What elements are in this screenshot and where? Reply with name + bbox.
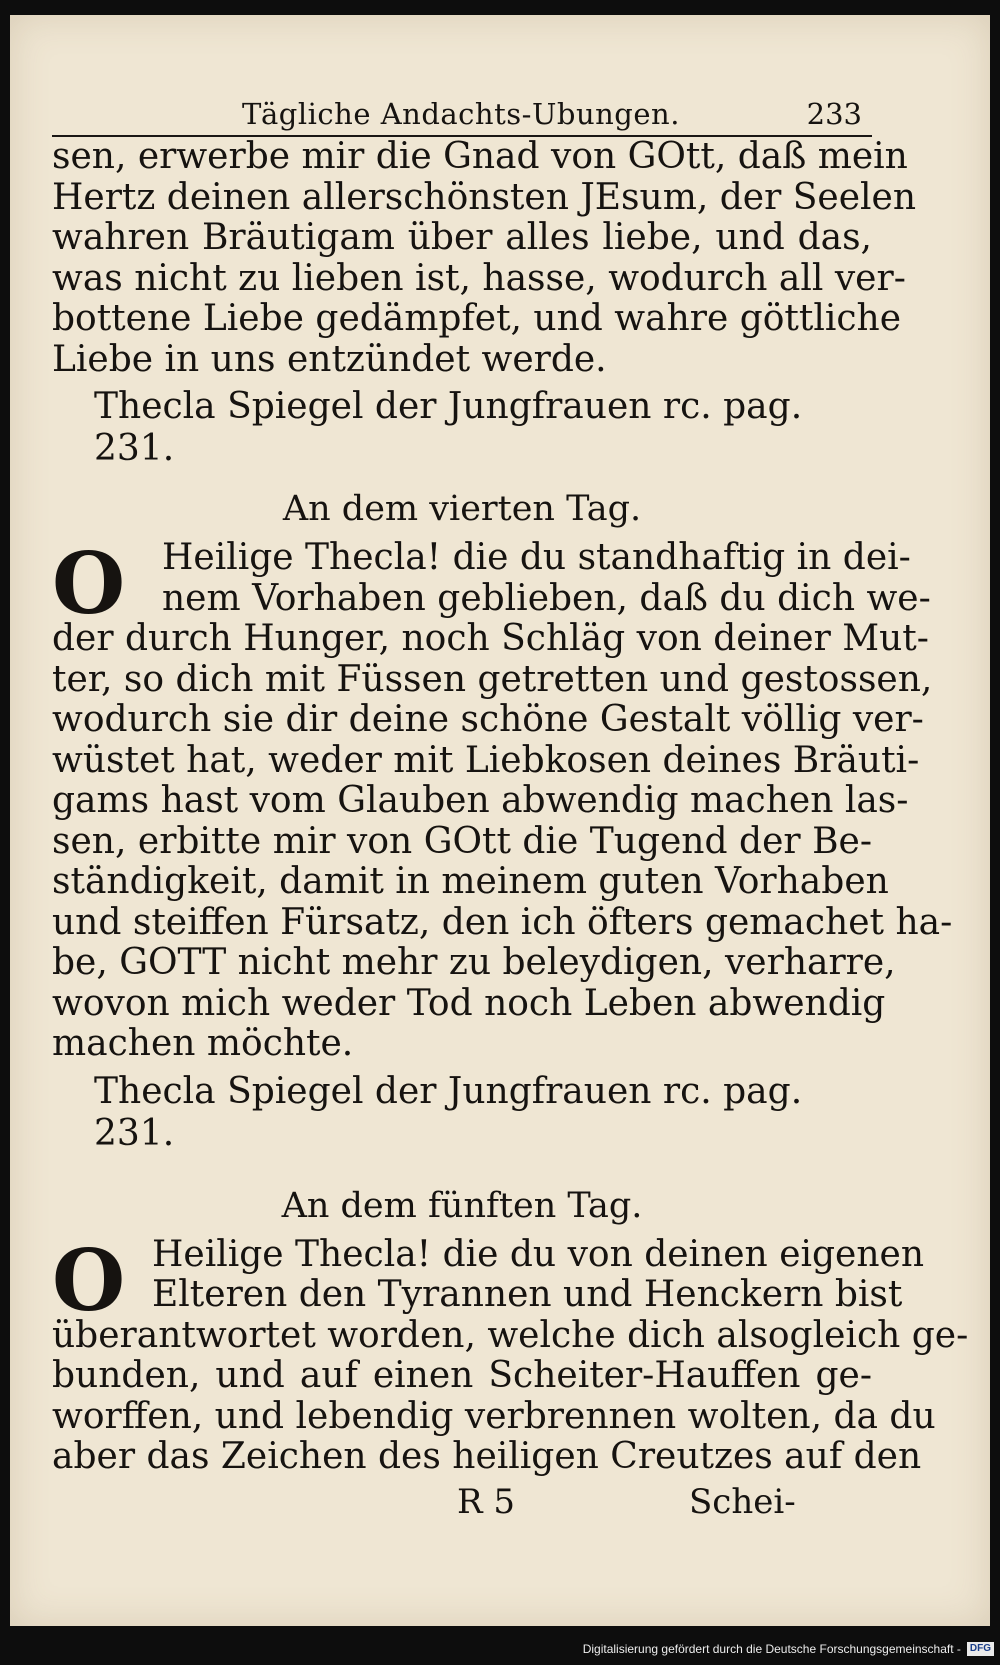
text-line: und steiffen Fürsatz, den ich öfters gemachet ha- bbox=[52, 901, 953, 943]
digitization-credit bbox=[583, 1638, 994, 1660]
page-number: 233 bbox=[806, 97, 862, 131]
drop-cap: O bbox=[52, 534, 126, 633]
text-line: Hertz deinen allerschönsten JEsum, der Seelen bbox=[52, 176, 916, 218]
running-head bbox=[52, 85, 872, 137]
text-line: gams hast vom Glauben abwendig machen las- bbox=[52, 780, 909, 821]
section-heading: An dem fünften Tag. bbox=[281, 1185, 643, 1226]
text-line: ständigkeit, damit in meinem guten Vorhaben bbox=[52, 861, 889, 902]
citation: Thecla Spiegel der Jungfrauen rc. pag. 231. bbox=[94, 386, 803, 469]
text-line: Heilige Thecla! die du standhaftig in dei- bbox=[162, 537, 911, 578]
citation: Thecla Spiegel der Jungfrauen rc. pag. 231. bbox=[94, 1070, 803, 1154]
text-line: aber das Zeichen des heiligen Creutzes auf den bbox=[52, 1436, 922, 1477]
text-line: Heilige Thecla! die du von deinen eigenen bbox=[152, 1233, 925, 1275]
text-line: worffen, und lebendig verbrennen wolten, da du bbox=[52, 1395, 936, 1437]
text-line: Liebe in uns entzündet werde. bbox=[52, 338, 607, 380]
text-line: was nicht zu lieben ist, hasse, wodurch all ver- bbox=[52, 257, 906, 299]
text-line: Elteren den Tyrannen und Henckern bist bbox=[152, 1274, 903, 1315]
signature-mark: R 5 bbox=[457, 1481, 516, 1522]
section-heading: An dem vierten Tag. bbox=[282, 489, 642, 529]
text-line: ter, so dich mit Füssen getretten und gestossen, bbox=[52, 658, 933, 700]
text-line: nem Vorhaben geblieben, daß du dich we- bbox=[162, 577, 931, 619]
text-line: wovon mich weder Tod noch Leben abwendig bbox=[52, 982, 886, 1024]
text-line: der durch Hunger, noch Schläg von deiner Mut- bbox=[52, 618, 929, 659]
text-line: bunden, und auf einen Scheiter-Hauffen ge- bbox=[52, 1355, 872, 1396]
page-text bbox=[52, 85, 969, 1526]
page-footer bbox=[52, 1482, 872, 1526]
catchword: Schei- bbox=[689, 1481, 796, 1522]
text-line: bottene Liebe gedämpfet, und wahre göttliche bbox=[52, 298, 902, 339]
text-line: machen möchte. bbox=[52, 1023, 354, 1064]
book-page bbox=[10, 15, 990, 1626]
text-line: be, GOTT nicht mehr zu beleydigen, verharre, bbox=[52, 942, 896, 983]
dfg-logo: DFG bbox=[967, 1642, 994, 1656]
text-line: sen, erbitte mir von GOtt die Tugend der Be- bbox=[52, 820, 872, 862]
intro-paragraph bbox=[52, 136, 916, 380]
prayer-paragraph bbox=[52, 1230, 969, 1478]
text-line: wüstet hat, weder mit Liebkosen deines Bräuti- bbox=[52, 739, 920, 781]
text-line: überantwortet worden, welche dich alsogleich ge- bbox=[52, 1314, 969, 1356]
drop-cap: O bbox=[52, 1230, 126, 1330]
prayer-paragraph bbox=[52, 534, 953, 1065]
text-line: wahren Bräutigam über alles liebe, und das, bbox=[52, 217, 872, 258]
running-title: Tägliche Andachts-Ubungen. bbox=[242, 97, 680, 131]
text-line: wodurch sie dir deine schöne Gestalt völlig ver- bbox=[52, 699, 924, 740]
spacer bbox=[52, 1155, 872, 1167]
text-line: sen, erwerbe mir die Gnad von GOtt, daß mein bbox=[52, 136, 908, 177]
credit-text: Digitalisierung gefördert durch die Deutsche Forschungsgemeinschaft - bbox=[582, 1642, 961, 1656]
